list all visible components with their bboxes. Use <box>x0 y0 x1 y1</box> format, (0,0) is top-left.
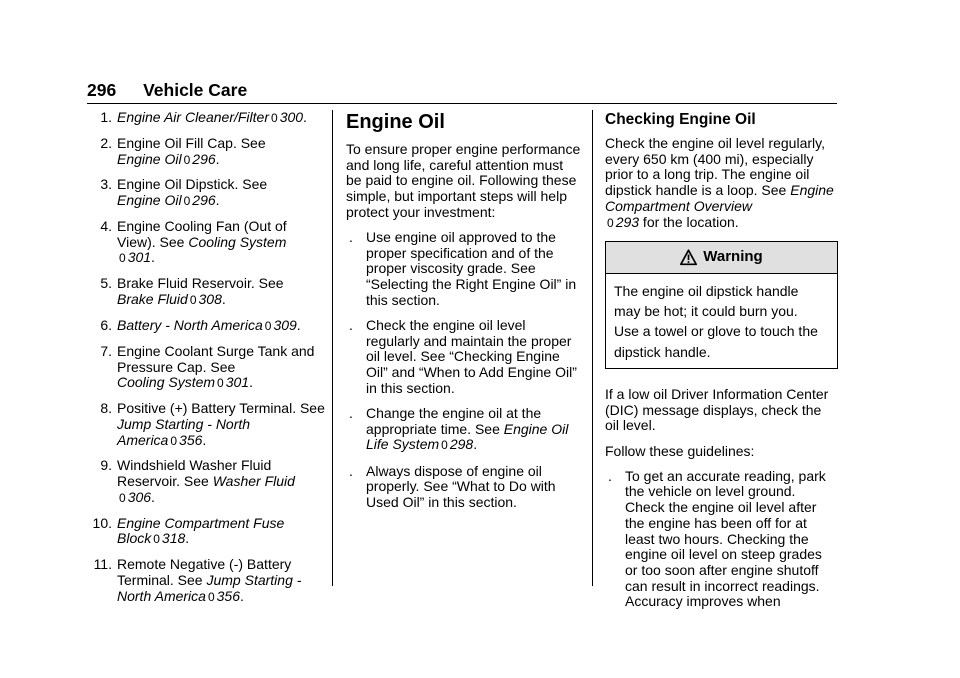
item-number: 3. <box>100 176 112 193</box>
cross-reference: Battery - North America <box>117 316 263 333</box>
cross-reference: 356 <box>179 431 203 448</box>
cross-reference: 308 <box>198 291 222 308</box>
cross-reference: Cooling System <box>188 233 287 250</box>
section-heading-checking-engine-oil: Checking Engine Oil <box>605 111 756 128</box>
bullet-item <box>346 406 582 454</box>
warning-line: Use a towel or glove to touch the <box>614 323 818 340</box>
bullet-item <box>346 464 582 511</box>
cross-reference: Cooling System <box>117 374 216 391</box>
page-ref-icon: 0 <box>441 438 448 453</box>
page-ref-icon: 0 <box>207 589 215 604</box>
column-1 <box>87 110 327 615</box>
page-number: 296 <box>87 80 117 100</box>
page-header <box>87 80 247 101</box>
check-paragraph: Check the engine oil level regularly, every 650 km (400 mi), especially prior to a long trip. The engine oil dipstick handle is a loop. See Engine Compartment Overview 0 293 for the location. <box>605 135 834 230</box>
bullet-list <box>605 469 838 610</box>
item-number: 1. <box>100 109 112 125</box>
page-ref-icon: 0 <box>153 532 160 547</box>
list-item <box>87 219 327 267</box>
item-text: Engine Compartment Fuse Block 0 318. <box>117 514 285 547</box>
item-text: Engine Air Cleaner/Filter 0 300. <box>117 109 307 125</box>
cross-reference: 301 <box>127 249 152 266</box>
page-ref-icon: 0 <box>217 376 224 391</box>
item-text: Engine Coolant Surge Tank and Pressure Cap. See Cooling System 0 301. <box>117 342 315 391</box>
page-ref-icon: 0 <box>264 318 272 333</box>
item-number: 11. <box>93 556 112 573</box>
list-item <box>87 344 327 392</box>
item-text: Positive (+) Battery Terminal. See Jump Starting - North America 0 356. <box>117 400 325 448</box>
item-number: 7. <box>100 342 112 359</box>
bullet-text: Use engine oil approved to the proper specification and of the proper viscosity grade. See “Selecting the Right Engine Oil” in this section. <box>366 229 577 308</box>
warning-triangle-icon <box>680 249 697 266</box>
cross-reference: Engine Oil Life System <box>366 420 569 453</box>
list-item <box>87 110 327 127</box>
header-divider <box>87 103 837 104</box>
cross-reference: Engine Oil <box>117 150 182 167</box>
item-text: Brake Fluid Reservoir. See Brake Fluid 0 308. <box>117 275 284 308</box>
cross-reference: 318 <box>161 530 186 547</box>
cross-reference: 309 <box>273 316 297 333</box>
item-text: Battery - North America 0 309. <box>117 316 301 333</box>
warning-box <box>605 241 838 369</box>
dic-paragraph: If a low oil Driver Information Center (DIC) message displays, check the oil level. <box>605 385 829 434</box>
item-text: Engine Oil Fill Cap. See Engine Oil 0 296. <box>117 134 266 167</box>
warning-line: The engine oil dipstick handle <box>614 282 799 299</box>
list-item <box>87 458 327 506</box>
page-ref-icon: 0 <box>170 433 178 448</box>
list-item <box>87 136 327 168</box>
bullet-text: To get an accurate reading, park the vehicle on level ground. Check the engine oil level after the engine has been off for at least two hours. Checking the engine oil level on steep grades or too soon after engine shutoff can result in incorrect readings. Accuracy improves when <box>625 467 826 610</box>
column-3 <box>605 110 838 620</box>
item-number: 9. <box>100 457 112 474</box>
page-ref-icon: 0 <box>271 111 278 125</box>
cross-reference: Jump Starting - North America <box>117 572 302 604</box>
cross-reference: Engine Oil <box>117 192 182 209</box>
page-ref-icon: 0 <box>183 152 191 167</box>
item-number: 2. <box>100 134 112 151</box>
cross-reference: 356 <box>216 587 240 604</box>
warning-body <box>606 274 837 368</box>
item-number: 8. <box>100 400 112 417</box>
bullet-text: Always dispose of engine oil properly. See “What to Do with Used Oil” in this section. <box>366 462 556 511</box>
list-item <box>87 401 327 449</box>
warning-line: may be hot; it could burn you. <box>614 303 798 320</box>
warning-line: dipstick handle. <box>614 343 711 360</box>
page-ref-icon: 0 <box>119 251 126 266</box>
cross-reference: 296 <box>192 192 216 209</box>
cross-reference: Engine Compartment Overview <box>605 182 834 214</box>
column-2 <box>346 110 582 520</box>
cross-reference: Engine Compartment Fuse Block <box>117 514 285 547</box>
item-number: 10. <box>92 514 112 531</box>
bullet-list <box>346 230 582 511</box>
bullet-marker: . <box>349 462 353 479</box>
cross-reference: Jump Starting - North America <box>117 415 251 448</box>
bullet-item <box>605 469 838 610</box>
bullet-item <box>346 318 582 397</box>
item-text: Engine Oil Dipstick. See Engine Oil 0 296. <box>117 176 268 209</box>
list-item <box>87 557 327 605</box>
column-divider <box>592 110 593 586</box>
list-item <box>87 516 327 548</box>
page-title: Vehicle Care <box>143 80 248 100</box>
item-text: Remote Negative (-) Battery Terminal. See Jump Starting - North America 0 356. <box>117 556 302 604</box>
item-text: Engine Cooling Fan (Out of View). See Cooling System 0 301. <box>117 218 287 266</box>
cross-reference: Brake Fluid <box>117 291 188 308</box>
column-divider <box>332 110 333 586</box>
component-list <box>87 110 327 605</box>
list-item <box>87 318 327 335</box>
cross-reference: 301 <box>225 374 250 391</box>
bullet-text: Change the engine oil at the appropriate time. See Engine Oil Life System 0 298. <box>366 405 569 453</box>
bullet-marker: . <box>608 467 612 484</box>
list-item <box>87 177 327 209</box>
cross-reference: 306 <box>127 488 152 505</box>
warning-header <box>606 242 837 274</box>
bullet-marker: . <box>349 229 353 246</box>
page-ref-icon: 0 <box>119 490 126 505</box>
section-heading-engine-oil: Engine Oil <box>346 111 445 133</box>
page-ref-icon: 0 <box>183 194 191 209</box>
page-ref-icon: 0 <box>189 293 197 308</box>
cross-reference: Engine Air Cleaner/Filter <box>117 109 269 125</box>
intro-paragraph: To ensure proper engine performance and long life, careful attention must be paid to engine oil. Following these simple, but important steps will help protect your investment: <box>346 141 581 220</box>
cross-reference: 296 <box>192 150 216 167</box>
item-number: 5. <box>100 275 112 292</box>
list-item <box>87 276 327 308</box>
cross-reference: 298 <box>449 436 474 453</box>
item-text: Windshield Washer Fluid Reservoir. See Washer Fluid 0 306. <box>117 457 295 505</box>
guidelines-intro: Follow these guidelines: <box>605 442 755 459</box>
bullet-marker: . <box>349 405 353 422</box>
page-ref-icon: 0 <box>607 215 614 230</box>
bullet-text: Check the engine oil level regularly and maintain the proper oil level. See “Checking Engine Oil” and “When to Add Engine Oil” in this section. <box>366 317 577 396</box>
bullet-marker: . <box>349 317 353 334</box>
item-number: 6. <box>100 316 112 333</box>
item-number: 4. <box>100 218 112 235</box>
warning-title: Warning <box>703 248 763 266</box>
cross-reference: 293 <box>615 213 640 230</box>
bullet-item <box>346 230 582 309</box>
cross-reference: Washer Fluid <box>212 473 295 490</box>
cross-reference: 300 <box>279 109 304 125</box>
